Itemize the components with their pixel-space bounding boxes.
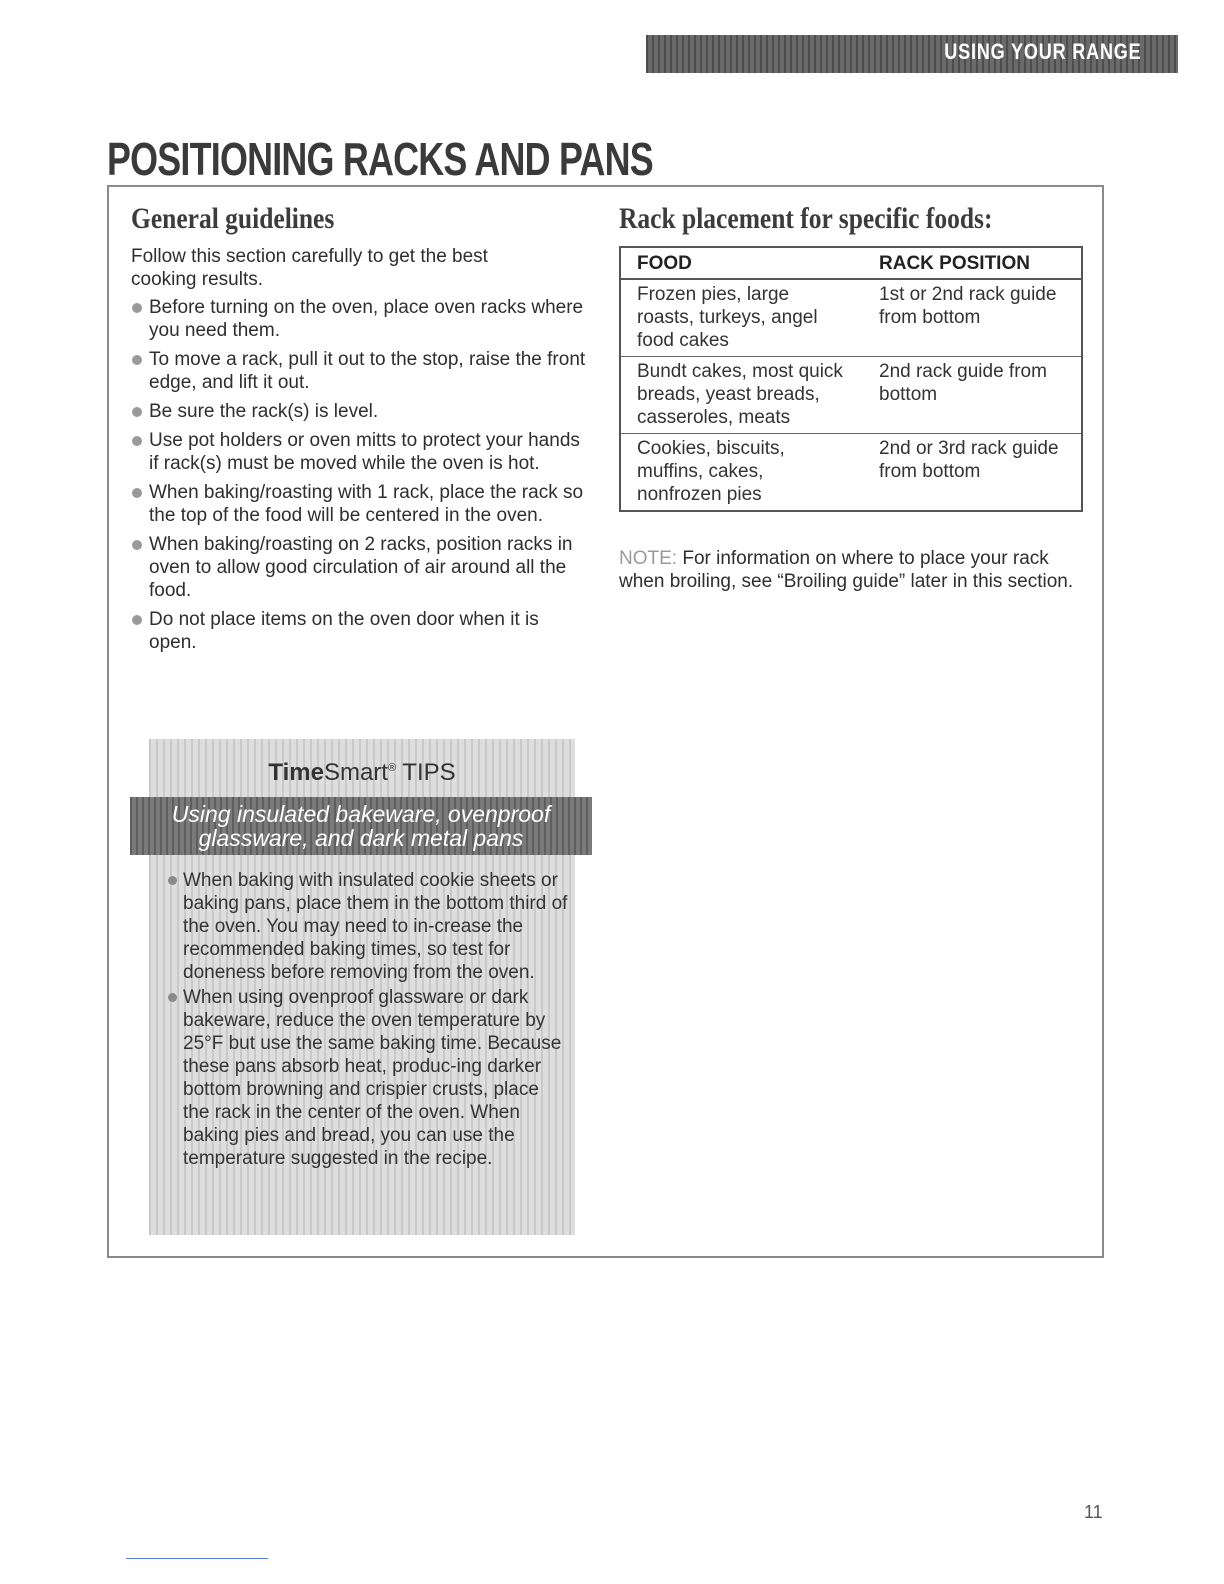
tips-brand-bold: Time — [268, 759, 324, 786]
cell-food: Bundt cakes, most quick breads, yeast breads, casseroles, meats — [620, 357, 863, 434]
column-header-food: FOOD — [620, 247, 863, 279]
list-item — [131, 429, 591, 475]
list-item — [131, 348, 591, 394]
tip-text: When using ovenproof glassware or dark bakeware, reduce the oven temperature by 25°F but use the same baking time. Because these pans absorb heat, produc-ing darker bottom browning and crispier crusts, place the rack in the center of the oven. When baking pies and bread, you can use the temperature suggested in the recipe. — [183, 987, 562, 1169]
bullet-text: When baking/roasting on 2 racks, position racks in oven to allow good circulation of air around all the food. — [149, 534, 573, 601]
bullet-icon — [132, 355, 142, 365]
column-header-rack-position: RACK POSITION — [863, 247, 1082, 279]
tips-subheading-text: Using insulated bakeware, ovenproof glassware, and dark metal pans — [171, 801, 551, 851]
list-item — [131, 400, 591, 423]
list-item — [131, 608, 591, 654]
bullet-icon — [132, 407, 142, 417]
rack-placement-heading: Rack placement for specific foods: — [619, 202, 993, 235]
cell-rack-position: 1st or 2nd rack guide from bottom — [863, 279, 1082, 357]
list-item — [131, 481, 591, 527]
rack-placement-table — [619, 246, 1083, 512]
list-item — [168, 869, 568, 984]
bullet-text: Be sure the rack(s) is level. — [149, 401, 379, 422]
note-text: For information on where to place your rack when broiling, see “Broiling guide” later in this section. — [619, 548, 1074, 592]
bullet-icon — [168, 993, 177, 1002]
bullet-icon — [132, 303, 142, 313]
bullet-text: Do not place items on the oven door when it is open. — [149, 609, 539, 653]
bullet-text: To move a rack, pull it out to the stop, raise the front edge, and lift it out. — [149, 349, 586, 393]
cell-rack-position: 2nd rack guide from bottom — [863, 357, 1082, 434]
general-intro: Follow this section carefully to get the best cooking results. — [131, 246, 488, 290]
list-item — [131, 296, 591, 342]
bullet-text: Before turning on the oven, place oven racks where you need them. — [149, 297, 584, 341]
note-label: NOTE: — [619, 548, 678, 569]
tips-list — [168, 869, 568, 1170]
cell-rack-position: 2nd or 3rd rack guide from bottom — [879, 438, 1059, 482]
registered-mark: ® — [387, 762, 397, 774]
general-bullet-list — [131, 296, 591, 660]
page-number: 11 — [1084, 1502, 1103, 1522]
bullet-icon — [132, 615, 142, 625]
page-title: POSITIONING RACKS AND PANS — [107, 133, 653, 185]
bullet-text: Use pot holders or oven mitts to protect your hands if rack(s) must be moved while the oven is hot. — [149, 430, 580, 474]
tips-title — [149, 759, 575, 787]
list-item — [168, 986, 568, 1170]
tip-text: When baking with insulated cookie sheets or baking pans, place them in the bottom third of the oven. You may need to in-crease the recommended baking times, so test for doneness before removing from the oven. — [183, 870, 568, 983]
tips-suffix: TIPS — [396, 759, 456, 786]
footer-rule — [126, 1558, 268, 1559]
bullet-icon — [132, 488, 142, 498]
bullet-icon — [168, 876, 177, 885]
bullet-icon — [132, 436, 142, 446]
bullet-text: When baking/roasting with 1 rack, place the rack so the top of the food will be centered in the oven. — [149, 482, 584, 526]
bullet-icon — [132, 540, 142, 550]
rack-note — [619, 547, 1089, 593]
table-row — [620, 279, 1082, 357]
general-guidelines-heading: General guidelines — [131, 202, 335, 235]
cell-food: Frozen pies, large roasts, turkeys, angel food cakes — [620, 279, 863, 357]
table-header-row — [620, 247, 1082, 279]
cell-food: Cookies, biscuits, muffins, cakes, nonfrozen pies — [637, 438, 785, 505]
tips-subheading — [130, 797, 592, 855]
table-row — [620, 434, 1082, 512]
list-item — [131, 533, 591, 602]
tips-brand-light: Smart — [323, 759, 388, 786]
section-banner — [646, 35, 1178, 73]
table-row — [620, 357, 1082, 434]
section-banner-label: USING YOUR RANGE — [944, 39, 1142, 64]
